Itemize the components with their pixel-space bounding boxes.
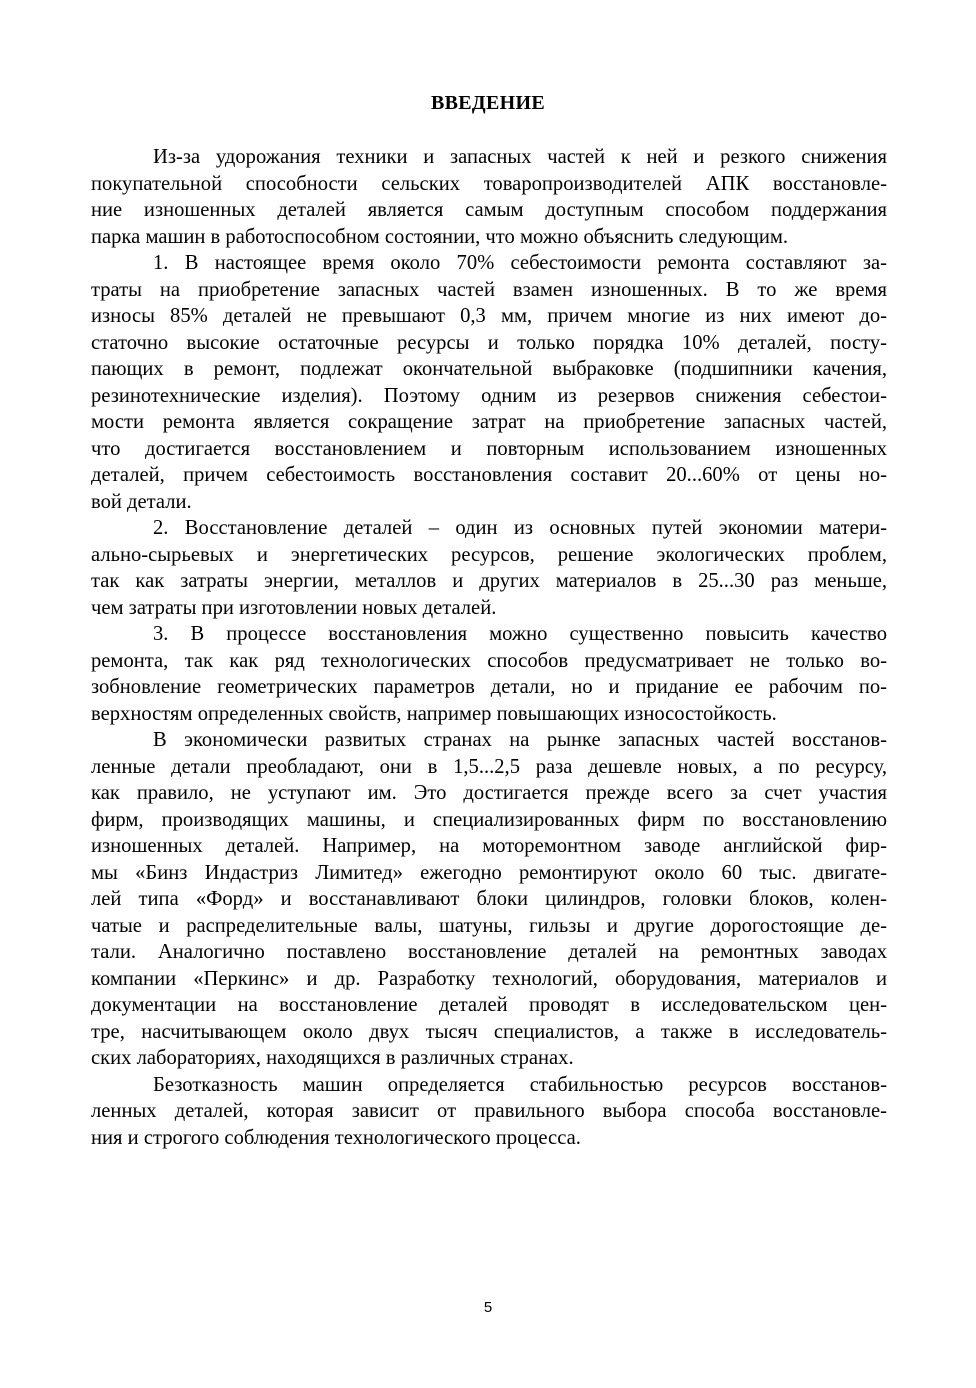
text-line: ленные детали преобладают, они в 1,5...2,5 раза дешевле новых, а по ресурсу, [91, 755, 887, 778]
text-line: верхностям определенных свойств, например повышающих износостойкость. [91, 702, 777, 725]
text-line: как правило, не уступают им. Это достигается прежде всего за счет участия [91, 782, 887, 804]
text-line: 2. Восстановление деталей – один из основных путей экономии матери- [153, 517, 887, 539]
paragraph [91, 1072, 887, 1152]
text-line: зобновление геометрических параметров детали, но и придание ее рабочим по- [91, 676, 887, 698]
text-line: чатые и распределительные валы, шатуны, гильзы и другие дорогостоящие де- [91, 914, 887, 937]
text-line: ально-сырьевых и энергетических ресурсов, решение экологических проблем, [91, 543, 887, 566]
text-line: деталей, причем себестоимость восстановления составит 20...60% от цены но- [91, 464, 887, 486]
text-line: мы «Бинз Индастриз Лимитед» ежегодно ремонтируют около 60 тыс. двигате- [91, 861, 887, 884]
text-line: В экономически развитых странах на рынке запасных частей восстанов- [153, 729, 887, 751]
text-line: ских лабораториях, находящихся в различных странах. [91, 1047, 574, 1069]
text-line: траты на приобретение запасных частей взамен изношенных. В то же время [91, 278, 887, 301]
text-line: мости ремонта является сокращение затрат на приобретение запасных частей, [91, 411, 887, 433]
text-line: тре, насчитывающем около двух тысяч специалистов, а также в исследователь- [91, 1020, 887, 1043]
text-line: Безотказность машин определяется стабильностью ресурсов восстанов- [153, 1073, 887, 1096]
text-line: износы 85% деталей не превышают 0,3 мм, причем многие из них имеют до- [91, 305, 887, 327]
text-line: вой детали. [91, 490, 192, 513]
text-line: 3. В процессе восстановления можно существенно повысить качество [153, 623, 887, 645]
text-line: так как затраты энергии, металлов и других материалов в 25...30 раз меньше, [91, 570, 887, 592]
paragraph-item-1 [91, 250, 887, 515]
text-line: тали. Аналогично поставлено восстановление деталей на ремонтных заводах [91, 941, 887, 963]
page-number: 5 [483, 1299, 493, 1316]
text-line: пающих в ремонт, подлежат окончательной выбраковке (подшипники качения, [91, 358, 887, 380]
text-line: чем затраты при изготовлении новых деталей. [91, 596, 497, 619]
paragraph [91, 144, 887, 250]
text-line: ремонта, так как ряд технологических способов предусматривает не только во- [91, 649, 887, 672]
text-line: Из-за удорожания техники и запасных частей к ней и резкого снижения [153, 146, 887, 168]
text-line: компании «Перкинс» и др. Разработку технологий, оборудования, материалов и [91, 967, 887, 990]
text-line: лей типа «Форд» и восстанавливают блоки цилиндров, головки блоков, колен- [91, 888, 887, 910]
body-text [91, 144, 887, 1151]
text-line: изношенных деталей. Например, на моторемонтном заводе английской фир- [91, 835, 887, 857]
text-line: статочно высокие остаточные ресурсы и только порядка 10% деталей, посту- [91, 331, 887, 354]
page-heading: ВВЕДЕНИЕ [431, 92, 545, 114]
text-line: фирм, производящих машины, и специализированных фирм по восстановлению [91, 808, 887, 831]
paragraph-item-2 [91, 515, 887, 621]
paragraph [91, 727, 887, 1072]
text-line: ние изношенных деталей является самым доступным способом поддержания [91, 199, 887, 221]
text-line: парка машин в работоспособном состоянии, что можно объяснить следующим. [91, 225, 789, 248]
text-line: что достигается восстановлением и повторным использованием изношенных [91, 437, 887, 460]
text-line: ленных деталей, которая зависит от правильного выбора способа восстановле- [91, 1100, 887, 1122]
text-line: документации на восстановление деталей проводят в исследовательском цен- [91, 994, 887, 1016]
text-line: покупательной способности сельских товаропроизводителей АПК восстановле- [91, 172, 887, 195]
text-line: резинотехнические изделия). Поэтому одним из резервов снижения себестои- [91, 384, 887, 407]
paragraph-item-3 [91, 621, 887, 727]
text-line: 1. В настоящее время около 70% себестоимости ремонта составляют за- [153, 252, 887, 274]
text-line: ния и строгого соблюдения технологического процесса. [91, 1126, 581, 1149]
